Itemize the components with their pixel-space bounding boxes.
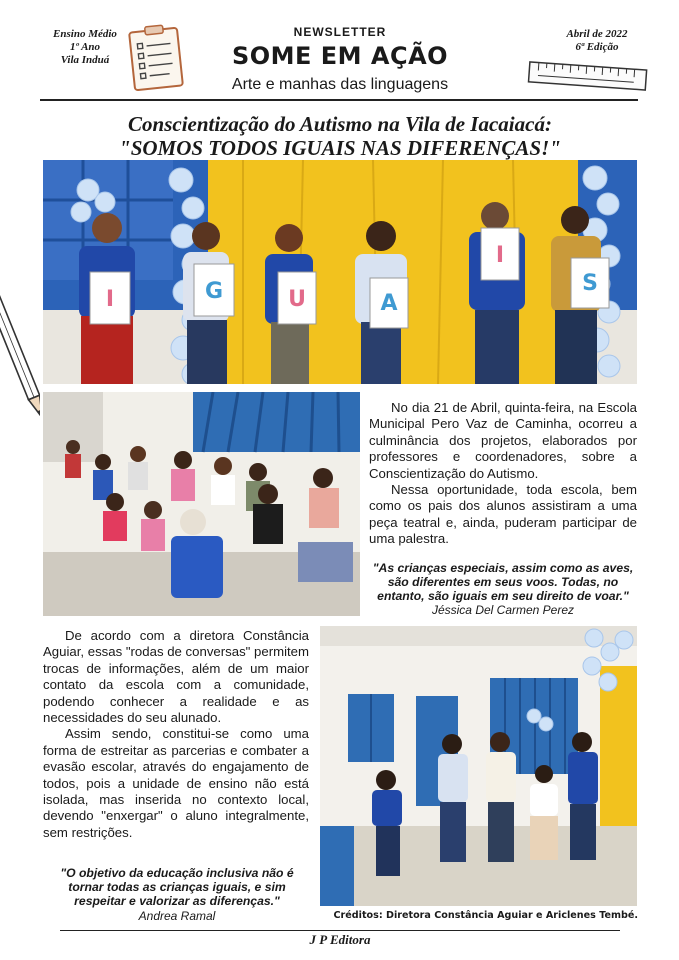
- newsletter-kicker: NEWSLETTER: [293, 25, 387, 39]
- header-rule: [40, 99, 638, 101]
- school-level: Ensino Médio: [53, 28, 117, 40]
- article-paragraph-2: Nessa oportunidade, toda escola, bem como os pais dos alunos assistiram a uma peça teatral e, ainda, puderam participar de uma palestra.: [369, 482, 637, 547]
- sign-letter-1: I: [105, 287, 115, 312]
- article-paragraphs-top: [369, 400, 637, 548]
- pencil-icon: [0, 290, 40, 430]
- issue-date: Abril de 2022: [566, 28, 628, 40]
- sign-letter-5: I: [495, 243, 505, 268]
- sign-letter-3: U: [288, 287, 306, 312]
- article-paragraph-4: Assim sendo, constitui-se como uma forma de estreitar as parcerias e combater a evasão escolar, através do engajamento de todos, pois a unidade de ensino não está isolada, mas inserida no contexto local, devendo "enxergar" o aluno integralmente, sem restrições.: [43, 726, 309, 840]
- quote-ramal-author: Andrea Ramal: [138, 909, 216, 923]
- newsletter-title: SOME EM AÇÃO: [231, 42, 449, 70]
- headline-line-2: "SOMOS TODOS IGUAIS NAS DIFERENÇAS!": [119, 136, 561, 160]
- sign-letter-4: A: [380, 291, 398, 316]
- article-headline: [40, 112, 640, 160]
- photo-audience: [43, 392, 360, 616]
- quote-perez: "As crianças especiais, assim como as aves, são diferentes em seus voos. Todas, no entanto, são iguais em seu direito de voar.": [372, 561, 634, 603]
- sign-letter-6: S: [582, 271, 598, 296]
- photo-talk-circle: [320, 626, 637, 906]
- article-paragraphs-bottom: [43, 628, 309, 841]
- sign-letter-2: G: [204, 279, 224, 304]
- newsletter-tagline: Arte e manhas das linguagens: [231, 76, 449, 93]
- issue-edition: 6ª Edição: [575, 41, 619, 53]
- school-info: [40, 28, 130, 67]
- school-grade: 1º Ano: [69, 41, 101, 53]
- issue-info: [548, 28, 646, 54]
- quote-perez-author: Jéssica Del Carmen Perez: [431, 603, 575, 617]
- photo-group-signs: [43, 160, 637, 384]
- article-paragraph-1: No dia 21 de Abril, quinta-feira, na Escola Municipal Pero Vaz de Caminha, ocorreu a culminância dos projetos, elaborados por professores e coordenadores, sobre a Conscientização do Autismo.: [369, 400, 637, 481]
- article-paragraph-3: De acordo com a diretora Constância Aguiar, essas "rodas de conversas" permitem trocas de informações, além de um maior contato da escola com a comunidade, podendo conhecer a realidade e as necessidades do seu alunado.: [43, 628, 309, 726]
- publisher: J P Editora: [309, 932, 371, 947]
- ruler-icon: [526, 60, 650, 94]
- footer-rule: [60, 930, 620, 931]
- headline-line-1: Conscientização do Autismo na Vila de Iacaiacá:: [128, 112, 552, 136]
- school-location: Vila Induá: [60, 54, 110, 66]
- photo-credits: Créditos: Diretora Constância Aguiar e Ariclenes Tembé.: [333, 910, 638, 921]
- quote-ramal: "O objetivo da educação inclusiva não é tornar todas as crianças iguais, e sim respeitar e valorizar as diferenças.": [60, 866, 294, 908]
